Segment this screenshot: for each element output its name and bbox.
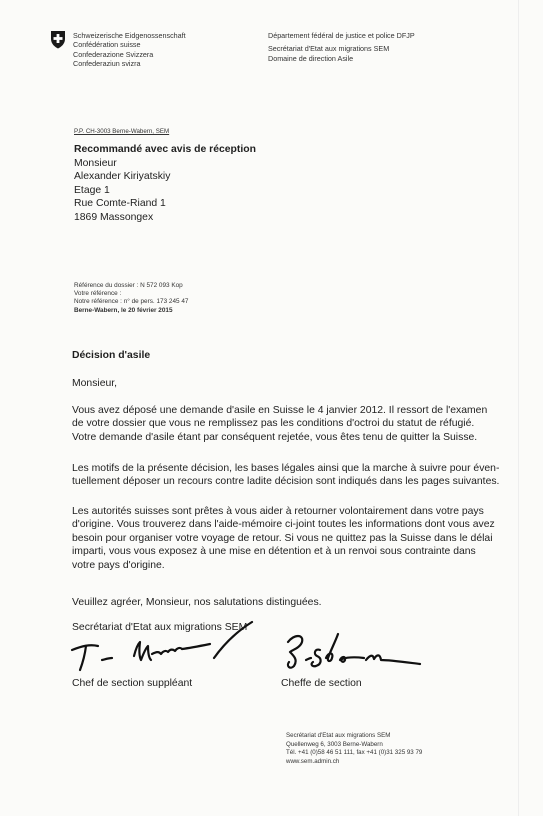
body-line: Votre demande d'asile étant par conséquent rejetée, vous êtes tenu de quitter la Suisse. (72, 431, 478, 443)
page-edge (518, 0, 519, 816)
signer-right-title: Cheffe de section (281, 678, 362, 689)
address-line: 1869 Massongex (74, 211, 154, 223)
header-left-line: Confédération suisse (73, 40, 141, 50)
header-right (268, 31, 415, 63)
signer-left-title: Chef de section suppléant (72, 678, 193, 689)
paragraph (72, 404, 487, 444)
right-signature (280, 630, 440, 676)
address-line: Rue Comte-Riand 1 (74, 198, 166, 210)
dossier-reference: Référence du dossier : N 572 093 Kop (74, 282, 183, 289)
header-left-line: Confederaziun svizra (73, 59, 141, 69)
reference-block (74, 282, 188, 315)
footer-line: Quellenweg 6, 3003 Berne-Wabern (286, 740, 383, 748)
footer-line: Tél. +41 (0)58 46 51 111, fax +41 (0)31 325 93 79 (286, 749, 423, 757)
paragraph (72, 462, 499, 489)
paragraph (72, 505, 495, 572)
body-line: Les autorités suisses sont prêtes à vous aider à retourner volontairement dans votre pays (72, 506, 484, 517)
footer-address (286, 732, 422, 766)
signature-organization: Secrétariat d'Etat aux migrations SEM (72, 622, 248, 633)
body-line: tuellement déposer un recours contre ladite décision sont indiqués dans les pages suivantes. (72, 476, 500, 488)
header-left-line: Confederazione Svizzera (73, 49, 154, 59)
your-reference: Votre référence : (74, 290, 122, 298)
body-line: Vous avez déposé une demande d'asile en Suisse le 4 janvier 2012. Il ressort de l'examen (72, 405, 488, 416)
footer-line: www.sem.admin.ch (286, 757, 340, 765)
address-block (74, 143, 256, 225)
left-signature (64, 618, 264, 676)
delivery-method: Recommandé avec avis de réception (74, 144, 256, 155)
body-line: imparti, vous vous exposez à une mise en détention et à un renvoi sous contrainte dans (72, 546, 476, 558)
address-line: Etage 1 (74, 184, 110, 196)
footer-line: Secrétariat d'Etat aux migrations SEM (286, 732, 391, 739)
header-left-line: Schweizerische Eidgenossenschaft (73, 31, 186, 40)
header-right-line: Domaine de direction Asile (268, 53, 354, 63)
address-line: Monsieur (74, 157, 117, 169)
sender-line: P.P. CH-3003 Berne-Wabern, SEM (74, 128, 170, 135)
swiss-coat-of-arms-icon (50, 30, 66, 49)
header-left (73, 31, 186, 69)
department-title: Département fédéral de justice et police DFJP (268, 31, 415, 40)
address-line: Alexander Kiriyatskiy (74, 171, 171, 183)
body-line: Les motifs de la présente décision, les bases légales ainsi que la marche à suivre pour éven- (72, 463, 500, 474)
subject: Décision d'asile (72, 350, 151, 361)
place-date: Berne-Wabern, le 20 février 2015 (74, 306, 173, 314)
our-reference: Notre référence : n° de pers. 173 245 47 (74, 298, 189, 306)
body-line: besoin pour organiser votre voyage de retour. Si vous ne quittez pas la Suisse dans le délai (72, 532, 493, 544)
salutation: Monsieur, (72, 378, 118, 389)
body-line: votre pays d'origine. (72, 559, 165, 571)
header-right-line: Secrétariat d'Etat aux migrations SEM (268, 44, 390, 54)
closing: Veuillez agréer, Monsieur, nos salutations distinguées. (72, 597, 322, 608)
body-line: d'origine. Vous trouverez dans l'aide-mémoire ci-joint toutes les informations dont vous avez (72, 519, 495, 531)
body-line: de votre dossier que vous ne remplissez pas les conditions d'octroi du statut de réfugié. (72, 418, 475, 430)
